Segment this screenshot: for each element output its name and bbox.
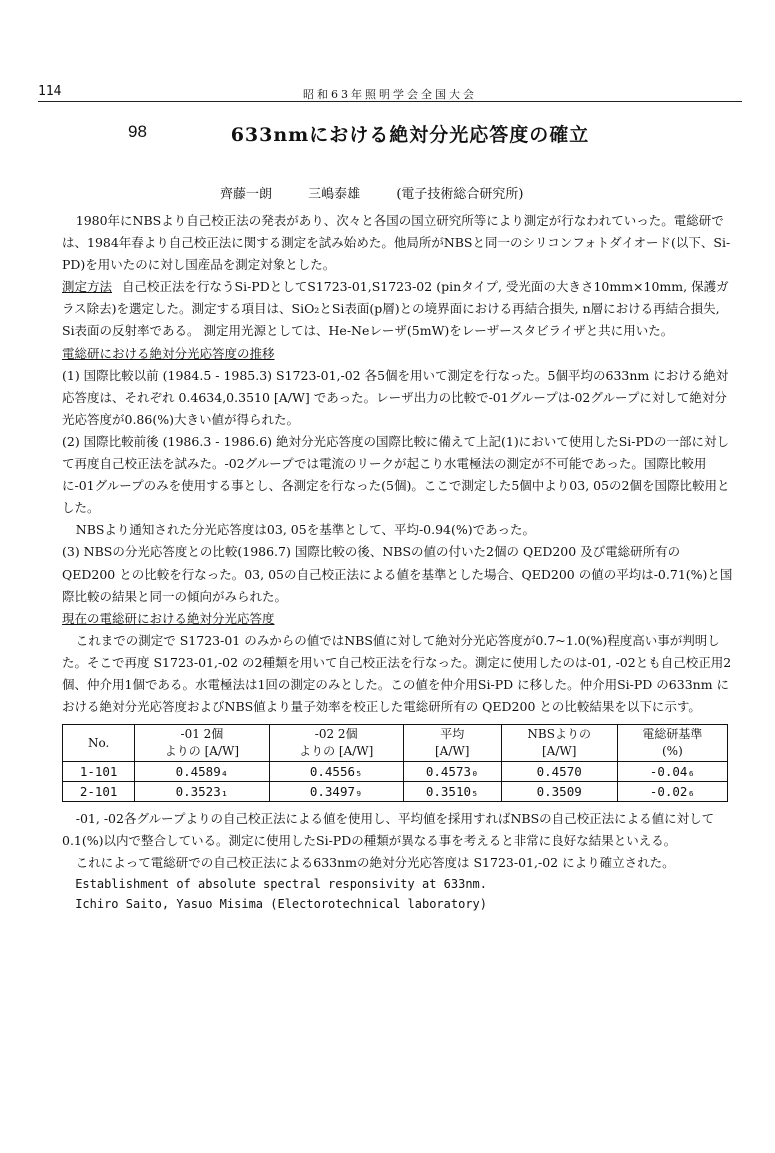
table-cell: 2-101 (63, 782, 135, 802)
table-cell: 1-101 (63, 762, 135, 782)
page-number: 114 (38, 84, 62, 99)
item-2: (2) 国際比較前後 (1986.3 - 1986.6) 絶対分光応答度の国際比較に備えて上記(1)において使用したSi-PDの一部に対して再度自己校正法を試みた。-02グループでは電流のリークが起こり水電極法の測定が不可能であった。国際比較用に-01グループのみを使用する事とし、各測定を行なった(5個)。ここで測定した5個中より03, 05の2個を国際比較用とした。 (62, 433, 730, 516)
method-text: 自己校正法を行なうSi-PDとしてS1723-01,S1723-02 (pinタイプ, 受光面の大きさ10mm×10mm, 保護ガラス除去)を選定した。測定する項目は、SiO₂とSi表面(p層)との境界面における再結合損失, n層における再結合損失, Si表面の反射率である。 測定用光源としては、He-Neレーザ(5mW)をレーザースタビライザと共に用いた。 (62, 279, 729, 339)
section2-heading: 現在の電総研における絶対分光応答度 (62, 610, 275, 626)
header-rule (38, 101, 742, 102)
table-cell: 0.3509 (501, 782, 617, 802)
intro-paragraph: 1980年にNBSより自己校正法の発表があり、次々と各国の国立研究所等により測定が行なわれていった。電総研では、1984年春より自己校正法に関する測定を試み始めた。他局所がNBSと同一のシリコンフォトダイオード(以下、Si-PD)を用いたのに対し国産品を測定対象とした。 (62, 213, 731, 273)
after-table-paragraph: -01, -02各グループよりの自己校正法による値を使用し、平均値を採用すればNBSの自己校正法による値に対して0.1(%)以内で整合している。測定に使用したSi-PDの種類が異なる事を考えると非常に良好な結果といえる。 (62, 811, 715, 849)
current-paragraph: これまでの測定で S1723-01 のみからの値ではNBS値に対して絶対分光応答度が0.7~1.0(%)程度高い事が判明した。そこで再度 S1723-01,-02 の2種類を用いて自己校正法を行なった。測定に使用したのは-01, -02とも自己校正用2個、仲介用1個である。水電極法は1回の測定のみとした。この値を仲介用Si-PD に移した。仲介用Si-PD の633nm における絶対分光応答度およびNBS値より量子効率を校正した電総研所有の QED200 との比較結果を以下に示す。 (62, 632, 732, 715)
table-cell: 0.3523₁ (135, 782, 269, 802)
table-header-row (63, 725, 728, 762)
col-header-01: -01 2個 よりの [A/W] (135, 725, 269, 762)
table-cell: 0.3497₉ (269, 782, 403, 802)
col-header-no: No. (63, 725, 135, 762)
method-paragraph (62, 276, 734, 342)
conclusion-paragraph: これによって電総研での自己校正法による633nmの絶対分光応答度は S1723-01,-02 により確立された。 (75, 855, 675, 871)
paper-title: 633nmにおける絶対分光応答度の確立 (230, 124, 590, 146)
english-authors: Ichiro Saito, Yasuo Misima (Electorotechnical laboratory) (75, 897, 487, 912)
method-heading: 測定方法 (62, 279, 113, 295)
item-2-continued: NBSより通知された分光応答度は03, 05を基準として、平均-0.94(%)であった。 (75, 522, 536, 538)
paper-body (62, 210, 734, 914)
item-3: (3) NBSの分光応答度との比較(1986.7) 国際比較の後、NBSの値の付いた2個の QED200 及び電総研所有の QED200 との比較を行なった。03, 05の自己校正法による値を基準とした場合、QED200 の値の平均は-0.71(%)と国際比較の結果と同一の傾向がみられた。 (62, 544, 733, 604)
table-cell: 0.3510₅ (403, 782, 501, 802)
table-cell: 0.4556₅ (269, 762, 403, 782)
affiliation: (電子技術総合研究所) (396, 187, 524, 202)
paper-number: 98 (128, 122, 147, 141)
table-cell: -0.04₆ (617, 762, 727, 782)
table-cell: 0.4570 (501, 762, 617, 782)
results-table (62, 724, 728, 802)
section1-heading: 電総研における絶対分光応答度の推移 (62, 345, 275, 361)
author-1: 齊藤一朗 (220, 187, 273, 202)
author-line (220, 183, 523, 202)
table-cell: -0.02₆ (617, 782, 727, 802)
table-row (63, 782, 728, 802)
english-title: Establishment of absolute spectral responsivity at 633nm. (75, 877, 487, 892)
table-row (63, 762, 728, 782)
running-head: 昭和63年照明学会全国大会 (303, 88, 477, 101)
col-header-02: -02 2個 よりの [A/W] (269, 725, 403, 762)
table-cell: 0.4573₀ (403, 762, 501, 782)
item-1: (1) 国際比較以前 (1984.5 - 1985.3) S1723-01,-02 各5個を用いて測定を行なった。5個平均の633nm における絶対応答度は、それぞれ 0.4634,0.3510 [A/W] であった。レーザ出力の比較で-01グループは-02グループに対して絶対分光応答度が0.86(%)大きい値が得られた。 (62, 367, 729, 427)
col-header-nbs: NBSよりの [A/W] (501, 725, 617, 762)
col-header-avg: 平均 [A/W] (403, 725, 501, 762)
author-2: 三嶋泰雄 (308, 187, 361, 202)
col-header-etl: 電総研基準 (%) (617, 725, 727, 762)
table-cell: 0.4589₄ (135, 762, 269, 782)
